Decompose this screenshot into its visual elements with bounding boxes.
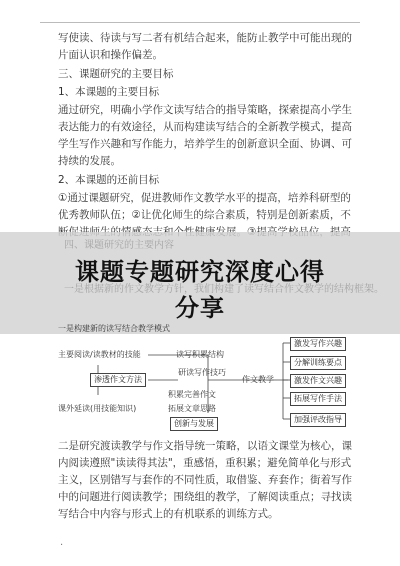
paragraph: ①通过课题研究，促进教师作文教学水平的提高，培养科研型的优秀教师队伍；②让优化师生的综合素质，特别是创新素质，不 bbox=[58, 192, 351, 221]
right-box: 激发写作兴趣 bbox=[290, 337, 346, 351]
subsection-heading: 1、本课题的主要目标 bbox=[58, 86, 160, 98]
paragraph: 写使读、待读与写二者有机结合起来，能防止教学中可能出现的片面认识和操作偏差。 bbox=[58, 32, 352, 61]
right-box: 分解训练要点 bbox=[290, 356, 346, 370]
banner-title-line1: 课题专题研究深度心得 bbox=[75, 258, 325, 286]
bottom-box: 创新与发展 bbox=[170, 417, 218, 431]
subsection-heading: 2、本课题的还前目标 bbox=[58, 174, 160, 186]
right-box: 激发作文兴趣 bbox=[290, 374, 346, 388]
right-box: 拓展写作手法 bbox=[290, 392, 346, 406]
diagram-top-label: 一是构建新的读写结合教学模式 bbox=[58, 324, 170, 333]
title-banner bbox=[0, 232, 400, 334]
page-mark: · bbox=[60, 540, 64, 551]
right-box: 加强评改指导 bbox=[290, 413, 346, 427]
faint-line: 一是根据新的作文教学方针，我们构建了读写结合作文教学的结构框架。 bbox=[64, 284, 384, 295]
strategy-box: 渗透作文方法 bbox=[90, 373, 146, 387]
diagram-center: 作文教学 bbox=[242, 375, 274, 384]
diagram-left-bottom: 课外延读(用技能知识) bbox=[58, 404, 137, 413]
header-rule bbox=[40, 22, 360, 23]
faint-heading: 四、课题研究的主要内容 bbox=[64, 240, 174, 251]
paragraph: 二是研究渡读教学与作文指导统一策略，以语文课堂为核心，课内阅读遵照"读读得其法"，重感悟，重积累；避免简单化与形式主义，区别错写与套作的不同性质，取借鉴、弃套作；街着写作中的问题进行阅读教学；围绕组的教学，了解阅读重点；寻找读写结合中内容与形式上的有机联系的训练方式。 bbox=[58, 440, 352, 520]
diagram-left-mid: 研读写作技巧 bbox=[178, 368, 226, 377]
diagram-mid-bottom2: 拓展文章思路 bbox=[168, 404, 216, 413]
diagram-left-top: 主要阅读/读教材的技能 bbox=[58, 350, 141, 359]
banner-title-line2: 分享 bbox=[175, 294, 225, 322]
section-heading: 三、课题研究的主要目标 bbox=[58, 68, 174, 80]
paragraph: 通过研究，明确小学作文读写结合的指导策略，探索提高小学生表达能力的有效途径，从而构建读写结合的全新教学模式，提高学生写作兴趣和写作能力，培养学生的创新意识全面、协调、可持续的发展。 bbox=[58, 104, 352, 167]
framework-diagram bbox=[58, 324, 348, 430]
diagram-mid-bottom1: 积累完善作文 bbox=[168, 390, 216, 399]
diagram-mid-top: 读写积累结构 bbox=[176, 350, 224, 359]
